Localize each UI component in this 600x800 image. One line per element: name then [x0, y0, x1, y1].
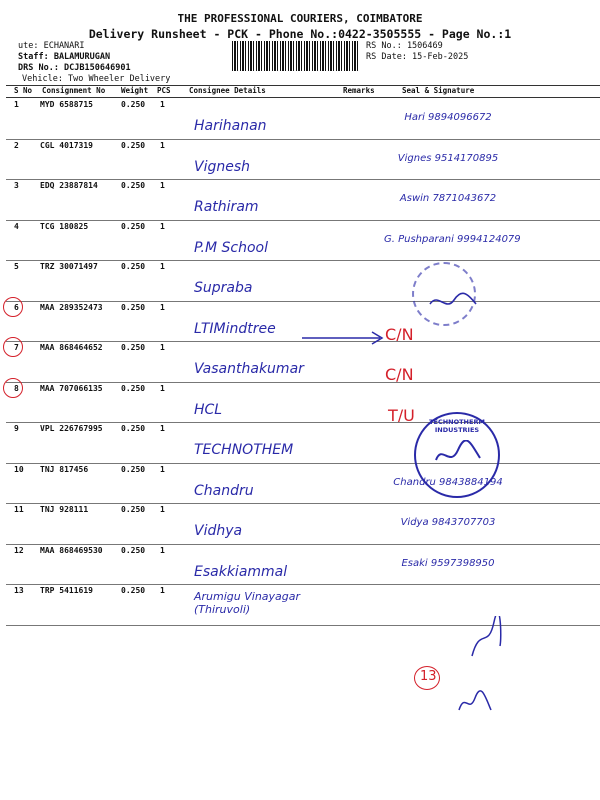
row-weight: 0.250	[121, 464, 146, 474]
row-divider	[6, 463, 600, 464]
col-consignment: Consignment No	[42, 86, 106, 95]
circled-row-mark	[3, 378, 23, 398]
row-weight: 0.250	[121, 100, 146, 109]
row-sno: 7	[14, 343, 19, 352]
row-pcs: 1	[160, 505, 165, 514]
row-sno: 3	[14, 181, 19, 190]
vehicle-label: Vehicle: Two Wheeler Delivery	[22, 74, 171, 84]
row-sno: 13	[14, 586, 24, 595]
row-weight: 0.250	[121, 505, 146, 514]
row-weight: 0.250	[121, 545, 146, 555]
row-divider	[6, 382, 600, 383]
row-pcs: 1	[160, 181, 165, 190]
barcode-icon	[232, 41, 360, 71]
col-consignee: Consignee Details	[189, 86, 266, 95]
row-consignee: Vignesh	[194, 158, 251, 175]
company-title: THE PROFESSIONAL COURIERS, COIMBATORE	[177, 12, 423, 25]
row-remark: C/N	[385, 365, 414, 384]
row-consignee: Harihanan	[194, 118, 267, 134]
company-seal	[414, 412, 500, 498]
row-divider	[6, 625, 600, 626]
drs-label: DRS No.: DCJB150646901	[18, 63, 131, 73]
row-consignee: Arumigu Vinayagar (Thiruvoli)	[194, 590, 301, 616]
row-consignment-no: MAA 707066135	[40, 383, 103, 393]
row-consignee: LTIMindtree	[194, 320, 276, 337]
row-pcs: 1	[160, 140, 165, 150]
row-divider	[6, 139, 600, 140]
row-consignment-no: TRZ 30071497	[40, 262, 98, 271]
row-pcs: 1	[160, 424, 165, 433]
row-divider	[6, 503, 600, 504]
staff-label: Staff: BALAMURUGAN	[18, 52, 111, 62]
rs-number: RS No.: 1506469	[366, 41, 443, 51]
row-sno: 6	[14, 302, 19, 312]
row-pcs: 1	[160, 383, 165, 393]
row-pcs: 1	[160, 464, 165, 474]
col-sno: S No	[14, 86, 33, 95]
row-remark: T/U	[388, 405, 415, 425]
row-pcs: 1	[160, 262, 165, 271]
row-sno: 4	[14, 221, 19, 231]
row-divider	[6, 422, 600, 423]
row-sno: 10	[14, 464, 24, 474]
row-weight: 0.250	[121, 586, 146, 595]
route-label: ute: ECHANARI	[18, 41, 85, 51]
row-weight: 0.250	[121, 383, 146, 393]
rs-date: RS Date: 15-Feb-2025	[366, 52, 469, 62]
row-weight: 0.250	[121, 140, 146, 150]
row-weight: 0.250	[121, 262, 146, 271]
col-seal: Seal & Signature	[402, 86, 475, 95]
row-pcs: 1	[160, 302, 165, 312]
row-weight: 0.250	[121, 424, 146, 433]
row-signature: G. Pushparani 9994124079	[384, 233, 521, 245]
row-consignment-no: EDQ 23887814	[40, 181, 98, 190]
col-weight: Weight	[121, 86, 149, 95]
row-consignee: Vidhya	[194, 523, 243, 539]
row-pcs: 1	[160, 221, 165, 231]
row-signature: Esaki 9597398950	[401, 557, 495, 569]
signature-icon	[466, 616, 506, 662]
row-sno: 2	[14, 140, 19, 150]
col-pcs: PCS	[157, 86, 171, 95]
row-weight: 0.250	[121, 343, 146, 352]
row-consignee: TECHNOTHEM	[194, 442, 294, 458]
row-weight: 0.250	[121, 181, 146, 190]
row-sno: 5	[14, 262, 19, 271]
signature-icon	[434, 440, 482, 470]
row-pcs: 1	[160, 343, 165, 352]
row-sno: 1	[14, 100, 19, 109]
row-sno: 8	[14, 383, 19, 393]
row-consignment-no: MYD 6588715	[40, 100, 93, 109]
row-pcs: 1	[160, 586, 165, 595]
row-pcs: 1	[160, 545, 165, 555]
row-signature: Aswin 7871043672	[399, 193, 497, 204]
row-signature: Vignes 9514170895	[397, 152, 499, 164]
row-signature: Hari 9894096672	[404, 112, 492, 123]
row-signature: Vidya 9843707703	[400, 517, 496, 528]
row-sno: 11	[14, 505, 24, 514]
row-divider	[6, 584, 600, 585]
row-consignment-no: MAA 289352473	[40, 302, 103, 312]
signature-icon	[455, 688, 495, 718]
row-weight: 0.250	[121, 302, 146, 312]
row-remark: C/N	[385, 324, 414, 344]
row-consignee: Supraba	[194, 280, 253, 296]
row-consignment-no: MAA 868464652	[40, 343, 103, 352]
row-consignee: Rathiram	[194, 199, 259, 215]
row-consignee: Chandru	[194, 482, 254, 499]
arrow-icon	[300, 328, 390, 348]
header-bottom-rule	[6, 97, 600, 98]
row-divider	[6, 260, 600, 261]
row-weight: 0.250	[121, 221, 146, 231]
row-consignee: Vasanthakumar	[194, 361, 304, 377]
row-consignment-no: MAA 868469530	[40, 545, 103, 555]
row-consignee: HCL	[194, 401, 223, 418]
row-divider	[6, 220, 600, 221]
row-divider	[6, 301, 600, 302]
seal-text: TECHNOTHERM INDUSTRIES	[429, 418, 485, 434]
row-consignment-no: TRP 5411619	[40, 586, 93, 595]
circled-total	[414, 666, 440, 690]
circled-row-mark	[3, 337, 23, 357]
circled-row-mark	[3, 297, 23, 317]
runsheet-subtitle: Delivery Runsheet - PCK - Phone No.:0422-3505555 - Page No.:1	[88, 27, 512, 41]
circled-total-value: 13	[420, 669, 437, 684]
row-divider	[6, 544, 600, 545]
row-signature: Chandru 9843884194	[393, 476, 503, 488]
row-consignment-no: TNJ 928111	[40, 505, 89, 514]
row-consignee: P.M School	[194, 239, 268, 256]
col-remarks: Remarks	[343, 86, 375, 95]
row-consignment-no: TCG 180825	[40, 221, 89, 231]
row-consignment-no: TNJ 817456	[40, 464, 89, 474]
row-divider	[6, 179, 600, 180]
row-pcs: 1	[160, 100, 165, 109]
row-sno: 12	[14, 545, 24, 555]
signature-icon	[428, 290, 478, 314]
row-consignee: Esakkiammal	[194, 563, 288, 580]
row-consignment-no: CGL 4017319	[40, 140, 93, 150]
row-sno: 9	[14, 424, 19, 433]
row-consignment-no: VPL 226767995	[40, 424, 103, 433]
